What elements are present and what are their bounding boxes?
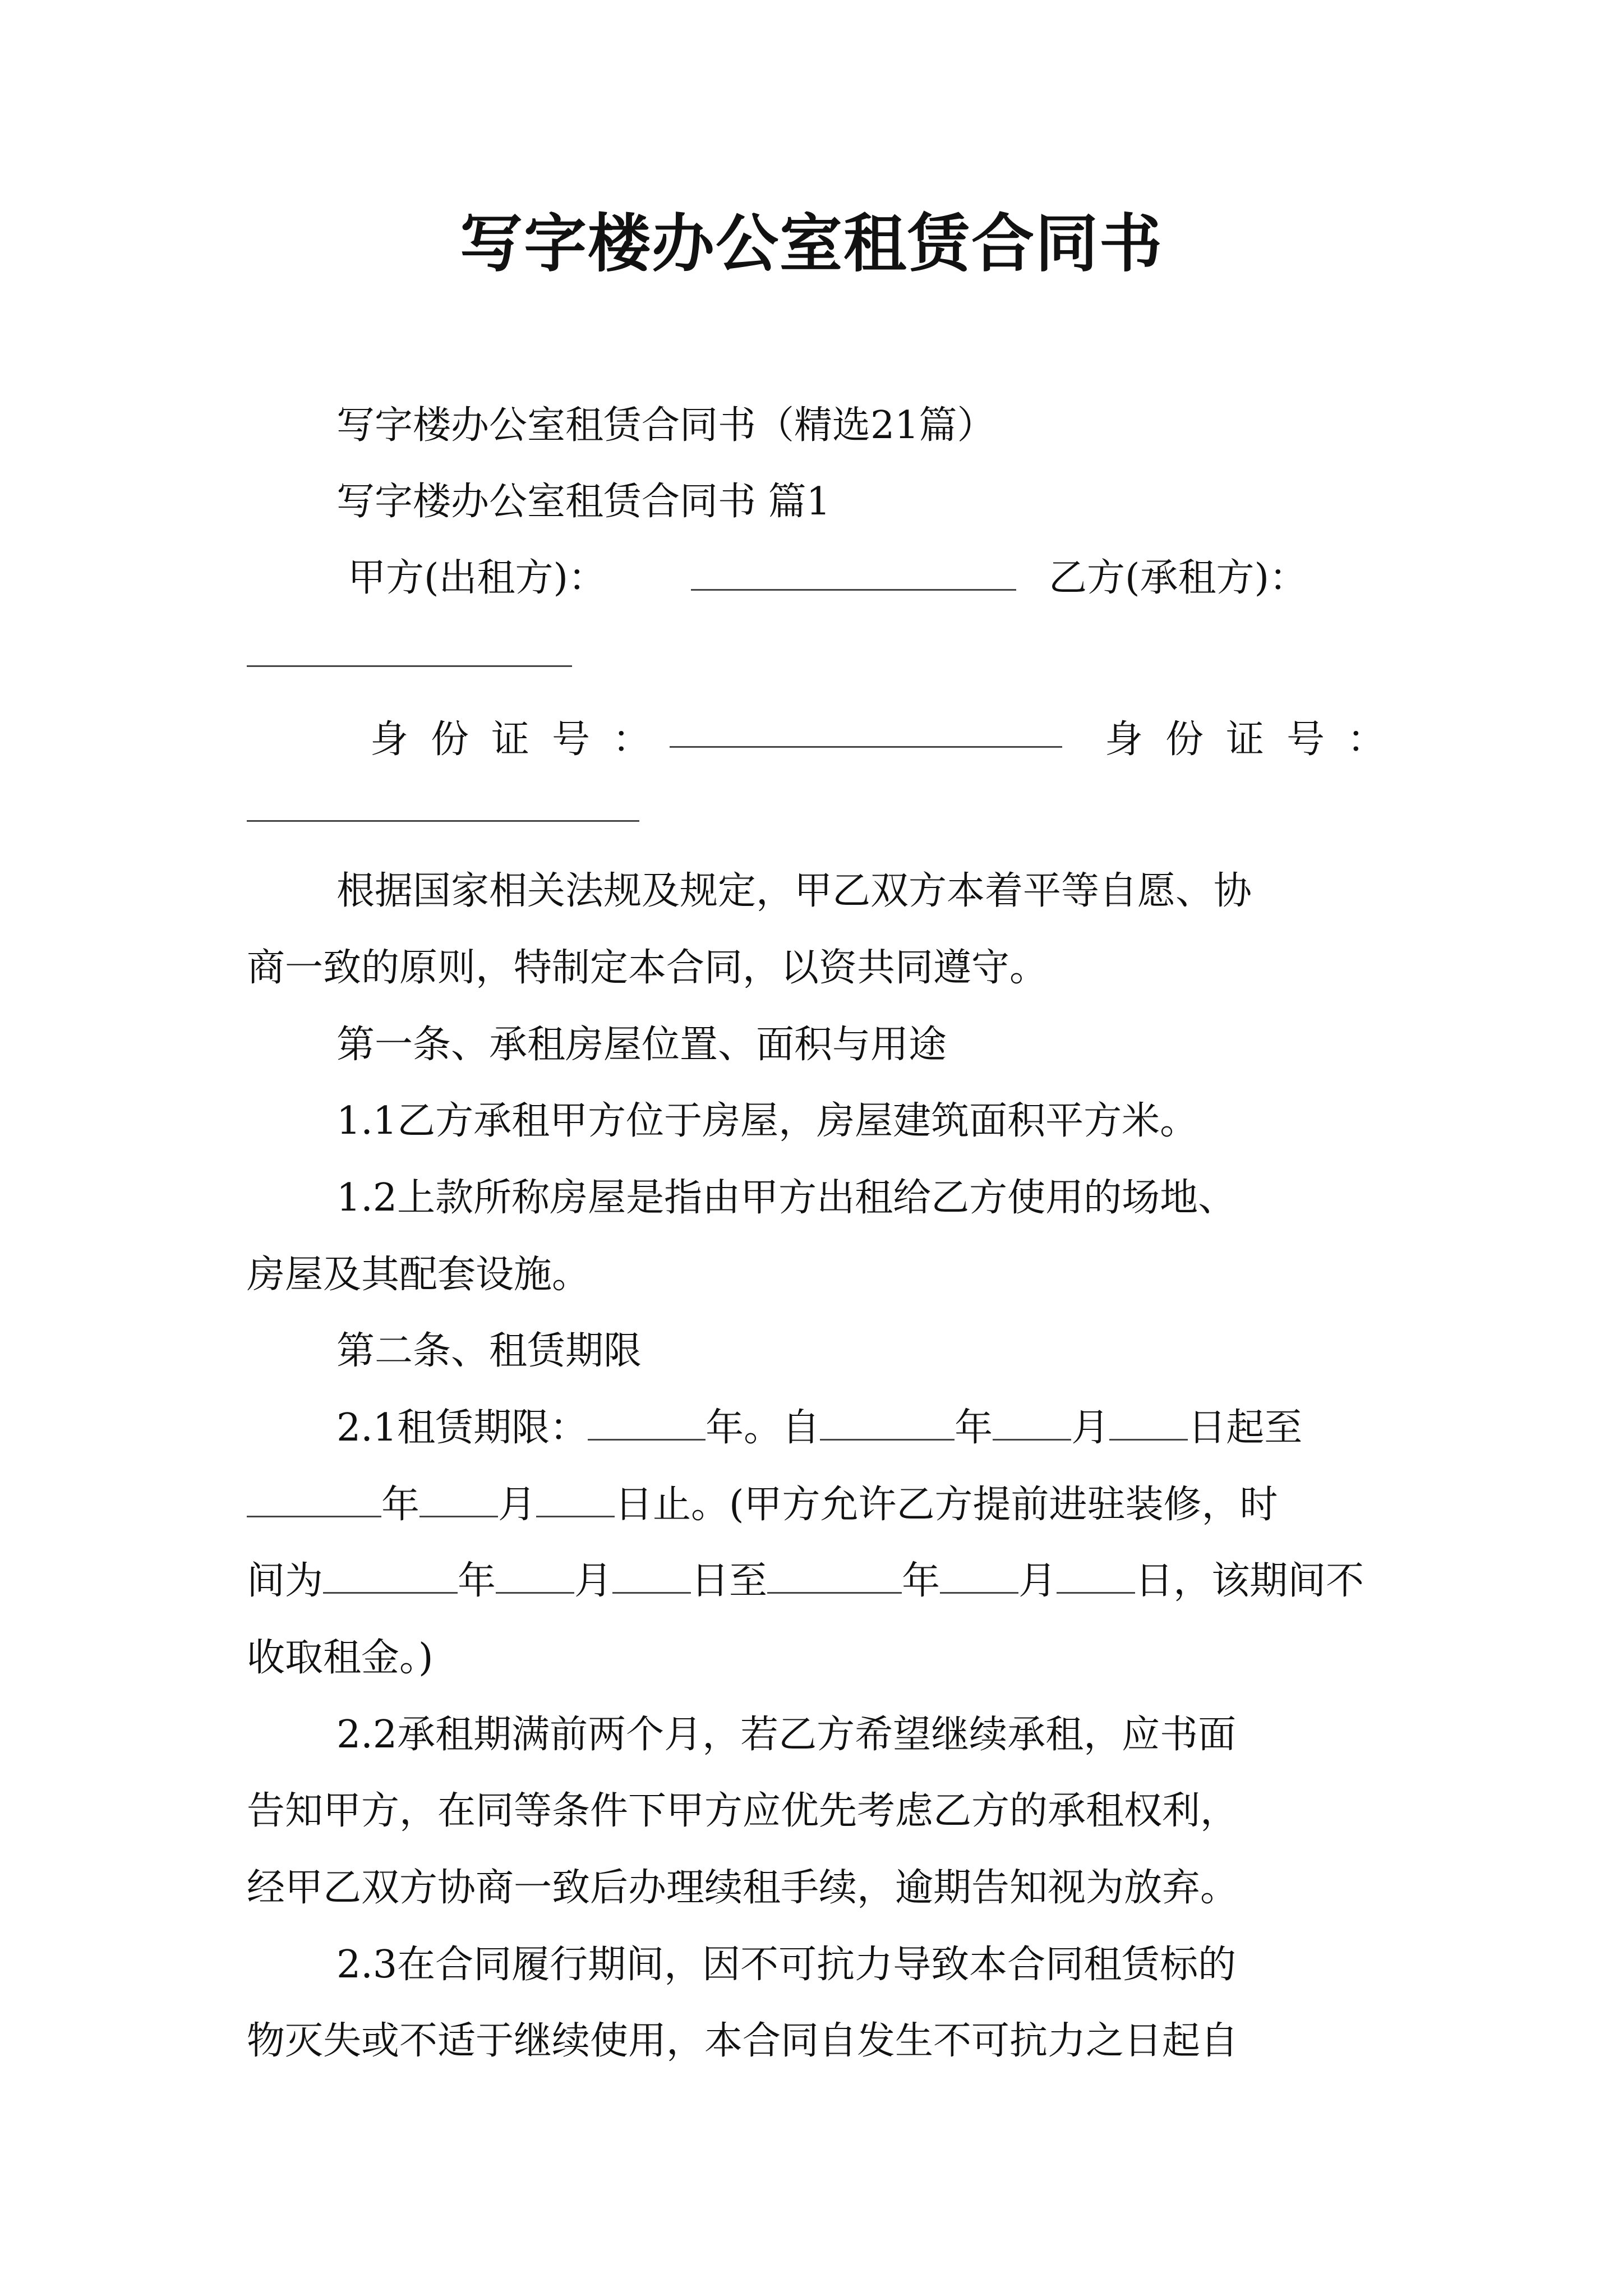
clause-2-1-line-1 [336, 1389, 1302, 1466]
party-b-blank[interactable] [247, 665, 572, 667]
text-seg: 日止。(甲方允许乙方提前进驻装修，时 [615, 1483, 1278, 1527]
clause-2-2-line-2: 告知甲方，在同等条件下甲方应优先考虑乙方的承租权利， [247, 1789, 1239, 1833]
text-seg: 间为 [247, 1559, 324, 1603]
text-seg: 年 [381, 1483, 420, 1527]
intro-line-1: 根据国家相关法规及规定，甲乙双方本着平等自愿、协 [336, 869, 1252, 913]
text-seg: 年 [955, 1406, 993, 1450]
text-seg: 年 [458, 1559, 496, 1603]
text-seg: 日起至 [1188, 1406, 1303, 1450]
fitout-end-day-blank[interactable] [1057, 1558, 1135, 1594]
text-seg: 月 [498, 1483, 537, 1527]
text-seg: 年。自 [706, 1406, 820, 1450]
fitout-end-year-blank[interactable] [767, 1558, 902, 1594]
clause-1-2-line-1: 1.2上款所称房屋是指由甲方出租给乙方使用的场地、 [336, 1176, 1237, 1220]
party-b-label: 乙方(承租方)： [1049, 556, 1308, 600]
fitout-end-month-blank[interactable] [940, 1558, 1018, 1594]
term-years-blank[interactable] [588, 1405, 706, 1441]
clause-2-1-line-3 [247, 1543, 1364, 1619]
text-seg: 月 [1071, 1406, 1110, 1450]
id-a-blank[interactable] [670, 746, 1062, 748]
fitout-start-month-blank[interactable] [496, 1558, 574, 1594]
clause-2-2-line-3: 经甲乙双方协商一致后办理续租手续，逾期告知视为放弃。 [247, 1866, 1239, 1910]
text-seg: 日至 [691, 1559, 768, 1603]
clause-1-2-line-2: 房屋及其配套设施。 [247, 1253, 591, 1297]
start-month-blank[interactable] [993, 1405, 1071, 1441]
id-b-blank[interactable] [247, 820, 639, 822]
start-year-blank[interactable] [820, 1405, 955, 1441]
clause-2-2-line-1: 2.2承租期满前两个月，若乙方希望继续承租，应书面 [336, 1713, 1237, 1757]
text-seg: 日，该期间不 [1135, 1559, 1364, 1603]
start-day-blank[interactable] [1109, 1405, 1188, 1441]
clause-2-3-line-1: 2.3在合同履行期间，因不可抗力导致本合同租赁标的 [336, 1943, 1237, 1987]
end-day-blank[interactable] [536, 1482, 615, 1517]
clause-1-1: 1.1乙方承租甲方位于房屋，房屋建筑面积平方米。 [336, 1099, 1198, 1143]
text-seg: 年 [902, 1559, 940, 1603]
article-2-heading: 第二条、租赁期限 [336, 1329, 642, 1373]
subtitle: 写字楼办公室租赁合同书（精选21篇） [336, 403, 995, 448]
clause-2-3-line-2: 物灭失或不适于继续使用，本合同自发生不可抗力之日起自 [247, 2019, 1239, 2063]
text-seg: 月 [1018, 1559, 1057, 1603]
intro-line-2: 商一致的原则，特制定本合同，以资共同遵守。 [247, 946, 1048, 990]
party-a-blank[interactable] [691, 589, 1016, 591]
section-heading: 写字楼办公室租赁合同书 篇1 [336, 480, 831, 524]
fitout-start-year-blank[interactable] [323, 1558, 458, 1594]
id-label-a: 身份证号： [370, 717, 674, 762]
clause-2-1-label: 2.1租赁期限： [336, 1406, 588, 1450]
fitout-start-day-blank[interactable] [612, 1558, 691, 1594]
clause-2-1-line-2 [247, 1466, 1278, 1543]
party-a-label: 甲方(出租方)： [348, 556, 607, 600]
article-1-heading: 第一条、承租房屋位置、面积与用途 [336, 1023, 947, 1067]
id-label-b: 身份证号： [1105, 717, 1408, 762]
end-month-blank[interactable] [419, 1482, 498, 1517]
clause-2-1-line-4: 收取租金。) [247, 1636, 434, 1680]
document-title: 写字楼办公室租赁合同书 [460, 207, 1163, 280]
text-seg: 月 [574, 1559, 613, 1603]
end-year-blank[interactable] [247, 1482, 381, 1517]
